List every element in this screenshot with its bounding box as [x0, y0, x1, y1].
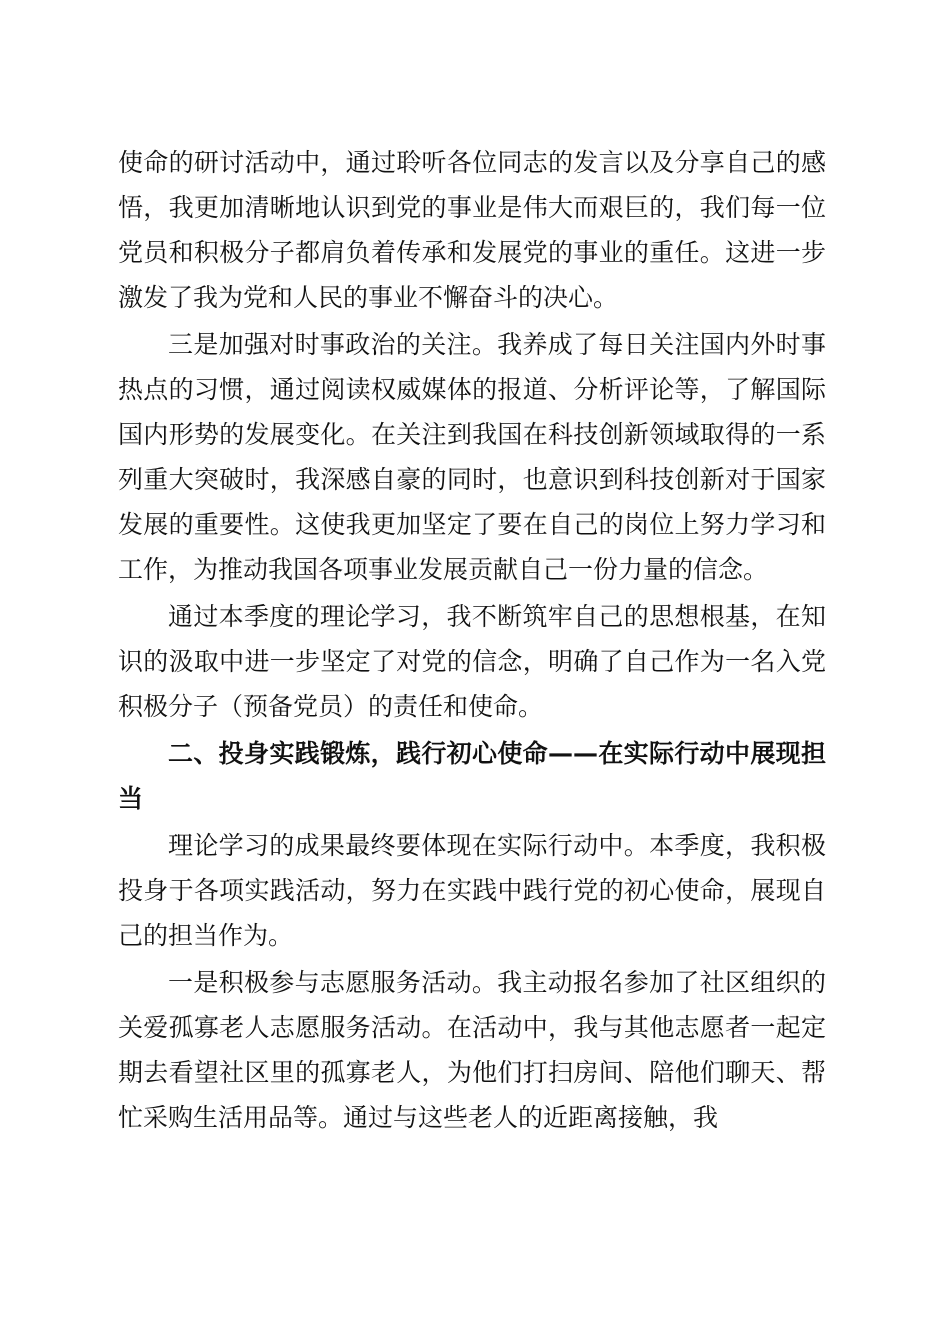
paragraph-text: 理论学习的成果最终要体现在实际行动中。本季度，我积极投身于各项实践活动，努力在实践中践行党的初心使命，展现自己的担当作为。 [118, 831, 826, 950]
paragraph-text: 通过本季度的理论学习，我不断筑牢自己的思想根基，在知识的汲取中进一步坚定了对党的信念，明确了自己作为一名入党积极分子（预备党员）的责任和使命。 [118, 602, 826, 721]
paragraph-text: 使命的研讨活动中，通过聆听各位同志的发言以及分享自己的感悟，我更加清晰地认识到党的事业是伟大而艰巨的，我们每一位党员和积极分子都肩负着传承和发展党的事业的重任。这进一步激发了我为党和人民的事业不懈奋斗的决心。 [118, 148, 826, 312]
paragraph-text: 我养成了每日关注国内外时事热点的习惯，通过阅读权威媒体的报道、分析评论等，了解国际国内形势的发展变化。在关注到我国在科技创新领域取得的一系列重大突破时，我深感自豪的同时，也意识到科技创新对于国家发展的重要性。这使我更加坚定了要在自己的岗位上努力学习和工作，为推动我国各项事业发展贡献自己一份力量的信念。 [118, 330, 826, 584]
document-body [118, 140, 826, 1142]
section-heading: 二、投身实践锻炼，践行初心使命——在实际行动中展现担当 [118, 739, 826, 813]
paragraph-summary [118, 594, 826, 729]
paragraph-continuation [118, 140, 826, 320]
paragraph-lead: 三是加强对时事政治的关注。 [168, 330, 498, 359]
paragraph-current-affairs [118, 322, 826, 592]
paragraph-text: 我主动报名参加了社区组织的关爱孤寡老人志愿服务活动。在活动中，我与其他志愿者一起定期去看望社区里的孤寡老人，为他们打扫房间、陪他们聊天、帮忙采购生活用品等。通过与这些老人的近距离接触，我 [118, 968, 826, 1132]
paragraph-volunteer [118, 960, 826, 1140]
paragraph-lead: 一是积极参与志愿服务活动。 [168, 968, 498, 997]
paragraph-practice-intro [118, 823, 826, 958]
